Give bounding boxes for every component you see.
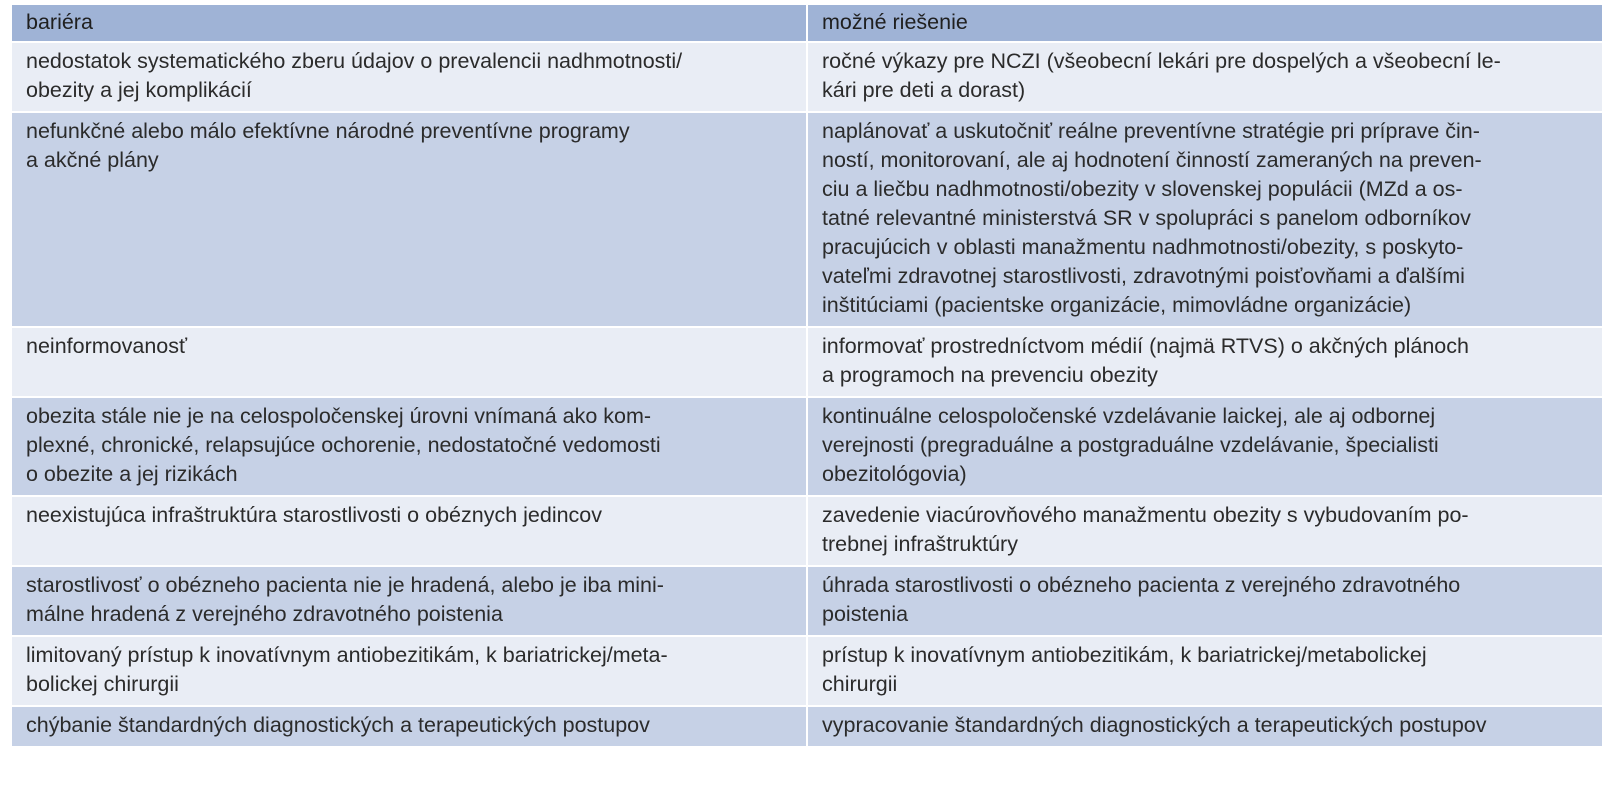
solution-cell xyxy=(807,566,1602,636)
barrier-line: o obezite a jej rizikách xyxy=(26,462,238,486)
barrier-line: limitovaný prístup k inovatívnym antiobezitikám, k bariatrickej/meta- xyxy=(26,643,668,667)
table-row xyxy=(12,42,1602,112)
solution-line: verejnosti (pregraduálne a postgraduálne vzdelávanie, špecialisti xyxy=(822,433,1439,457)
table-body xyxy=(12,42,1602,747)
solution-line: ročné výkazy pre NCZI (všeobecní lekári pre dospelých a všeobecní le- xyxy=(822,49,1501,73)
table-row xyxy=(12,636,1602,706)
barrier-cell xyxy=(12,566,807,636)
solution-line: naplánovať a uskutočniť reálne preventívne stratégie pri príprave čin- xyxy=(822,119,1480,143)
solution-line: inštitúciami (pacientske organizácie, mimovládne organizácie) xyxy=(822,293,1412,317)
barrier-line: chýbanie štandardných diagnostických a terapeutických postupov xyxy=(26,713,650,737)
header-barrier: bariéra xyxy=(12,5,807,42)
solution-cell xyxy=(807,397,1602,496)
solution-line: pracujúcich v oblasti manažmentu nadhmotnosti/obezity, s poskyto- xyxy=(822,235,1464,259)
solution-line: tatné relevantné ministerstvá SR v spolupráci s panelom odborníkov xyxy=(822,206,1471,230)
barrier-line: neexistujúca infraštruktúra starostlivosti o obéznych jedincov xyxy=(26,503,603,527)
solution-line: trebnej infraštruktúry xyxy=(822,532,1018,556)
barrier-line: bolickej chirurgii xyxy=(26,672,179,696)
barrier-line: plexné, chronické, relapsujúce ochorenie, nedostatočné vedomosti xyxy=(26,433,661,457)
solution-line: a programoch na prevenciu obezity xyxy=(822,363,1158,387)
solution-line: vypracovanie štandardných diagnostických a terapeutických postupov xyxy=(822,713,1487,737)
barrier-cell xyxy=(12,496,807,566)
barrier-cell xyxy=(12,327,807,397)
solution-cell xyxy=(807,706,1602,747)
table-row xyxy=(12,566,1602,636)
header-solution: možné riešenie xyxy=(807,5,1602,42)
barrier-line: málne hradená z verejného zdravotného poistenia xyxy=(26,602,503,626)
solution-line: poistenia xyxy=(822,602,909,626)
solution-line: kontinuálne celospoločenské vzdelávanie laickej, ale aj odbornej xyxy=(822,404,1436,428)
solution-line: informovať prostredníctvom médií (najmä RTVS) o akčných plánoch xyxy=(822,334,1469,358)
barriers-table-container xyxy=(12,5,1602,748)
solution-line: prístup k inovatívnym antiobezitikám, k bariatrickej/metabolickej xyxy=(822,643,1427,667)
table-row xyxy=(12,706,1602,747)
table-header-row xyxy=(12,5,1602,42)
barrier-line: obezity a jej komplikácií xyxy=(26,78,252,102)
solution-line: kári pre deti a dorast) xyxy=(822,78,1026,102)
barrier-cell xyxy=(12,112,807,327)
solution-cell xyxy=(807,327,1602,397)
barrier-line: neinformovanosť xyxy=(26,334,188,358)
barrier-cell xyxy=(12,42,807,112)
solution-line: zavedenie viacúrovňového manažmentu obezity s vybudovaním po- xyxy=(822,503,1469,527)
solution-line: vateľmi zdravotnej starostlivosti, zdravotnými poisťovňami a ďalšími xyxy=(822,264,1465,288)
barrier-cell xyxy=(12,706,807,747)
solution-cell xyxy=(807,112,1602,327)
solution-line: obezitológovia) xyxy=(822,462,967,486)
solution-line: chirurgii xyxy=(822,672,898,696)
barrier-cell xyxy=(12,636,807,706)
solution-cell xyxy=(807,496,1602,566)
barrier-line: a akčné plány xyxy=(26,148,159,172)
solution-cell xyxy=(807,636,1602,706)
barrier-line: nefunkčné alebo málo efektívne národné preventívne programy xyxy=(26,119,630,143)
barrier-line: nedostatok systematického zberu údajov o prevalencii nadhmotnosti/ xyxy=(26,49,683,73)
solution-line: úhrada starostlivosti o obézneho pacienta z verejného zdravotného xyxy=(822,573,1461,597)
table-row xyxy=(12,112,1602,327)
barrier-line: starostlivosť o obézneho pacienta nie je hradená, alebo je iba mini- xyxy=(26,573,664,597)
solution-line: ností, monitorovaní, ale aj hodnotení činností zameraných na preven- xyxy=(822,148,1482,172)
solution-line: ciu a liečbu nadhmotnosti/obezity v slovenskej populácii (MZd a os- xyxy=(822,177,1463,201)
barriers-table xyxy=(12,5,1602,748)
barrier-line: obezita stále nie je na celospoločenskej úrovni vnímaná ako kom- xyxy=(26,404,652,428)
table-row xyxy=(12,397,1602,496)
barrier-cell xyxy=(12,397,807,496)
table-row xyxy=(12,327,1602,397)
solution-cell xyxy=(807,42,1602,112)
table-row xyxy=(12,496,1602,566)
